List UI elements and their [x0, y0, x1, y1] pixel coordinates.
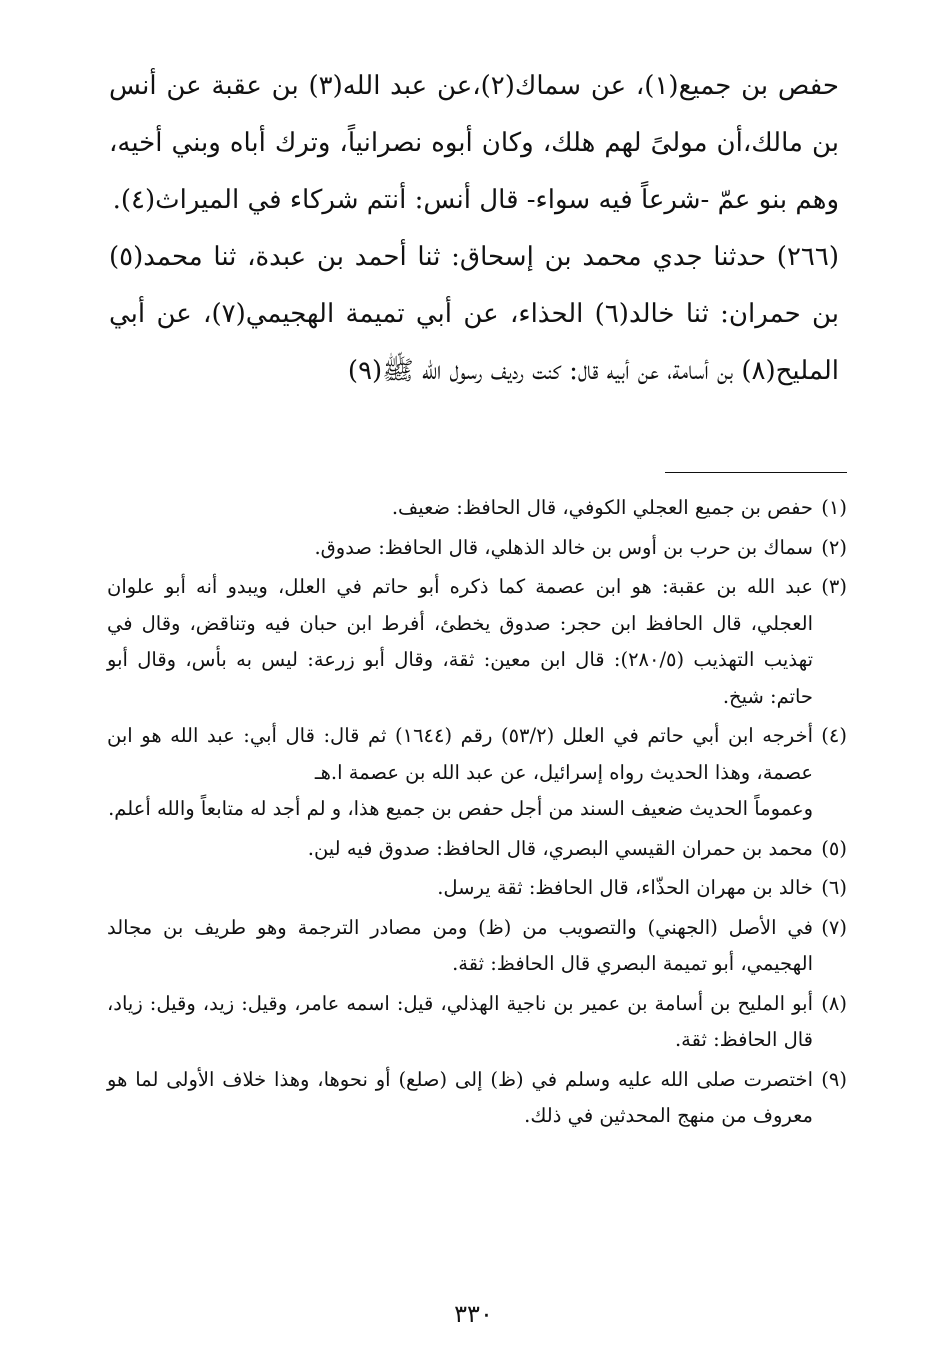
- footnote-1: [107, 490, 847, 527]
- hadith-text: حدثنا جدي محمد بن إسحاق: ثنا أحمد بن عبدة، ثنا محمد(٥) بن حمران: ثنا خالد(٦) الحذاء، عن أبي تميمة الهجيمي(٧)، عن أبي المليح(٨) بن أسامة، عن أبيه قال: كنت رديف رسول الله ﷺ(٩): [109, 242, 839, 386]
- footnote-text: سماك بن حرب بن أوس بن خالد الذهلي، قال الحافظ: صدوق.: [314, 535, 813, 559]
- footnote-text: في الأصل (الجهني) والتصويب من (ظ) ومن مصادر الترجمة وهو طريف بن مجالد الهجيمي، أبو تميمة البصري قال الحافظ: ثقة.: [107, 915, 813, 975]
- footnote-label: (٧): [821, 915, 847, 939]
- footnote-text: حفص بن جميع العجلي الكوفي، قال الحافظ: ضعيف.: [391, 496, 813, 519]
- footnote-label: (٨): [821, 991, 847, 1015]
- footnote-label: (٦): [821, 876, 847, 899]
- footnote-label: (٣): [821, 575, 847, 598]
- main-paragraph-2: [109, 229, 839, 400]
- footnote-separator: [665, 472, 847, 473]
- footnote-4: [107, 718, 847, 828]
- footnote-6: [107, 870, 847, 907]
- footnote-text: خالد بن مهران الحذّاء، قال الحافظ: ثقة يرسل.: [437, 876, 813, 899]
- footnote-text: أبو المليح بن أسامة بن عمير بن ناجية الهذلي، قيل: اسمه عامر، وقيل: زيد، وقيل: زياد، قال الحافظ: ثقة.: [107, 991, 813, 1051]
- footnote-text: عبد الله بن عقبة: هو ابن عصمة كما ذكره أبو حاتم في العلل، ويبدو أنه أبو علوان العجلي، قال الحافظ ابن حجر: صدوق يخطئ، أفرط ابن حبان فيه وتناقض، وقال في تهذيب التهذيب (٢٨٠/٥): قال ابن معين: ثقة، وقال أبو زرعة: ليس به بأس، وقال أبو حاتم: شيخ.: [107, 575, 813, 708]
- footnotes: [107, 490, 847, 1138]
- footnote-label: (٥): [821, 836, 847, 860]
- footnote-label: (٤): [821, 724, 847, 747]
- footnote-extra-text: وعموماً الحديث ضعيف السند من أجل حفص بن جميع هذا، و لم أجد له متابعاً والله أعلم.: [108, 797, 813, 820]
- footnote-9: [107, 1062, 847, 1135]
- footnote-label: (٢): [821, 535, 847, 559]
- footnote-text: أخرجه ابن أبي حاتم في العلل (٥٣/٢) رقم (١٦٤٤) ثم قال: قال أبي: عبد الله هو ابن عصمة، وهذا الحديث رواه إسرائيل، عن عبد الله بن عصمة ا.هـ: [107, 724, 813, 784]
- footnote-label: (١): [821, 496, 847, 519]
- footnote-label: (٩): [821, 1067, 847, 1091]
- footnote-7: [107, 910, 847, 983]
- footnote-5: [107, 831, 847, 868]
- footnote-8: [107, 986, 847, 1059]
- footnote-3: [107, 569, 847, 715]
- main-paragraph-1: حفص بن جميع(١)، عن سماك(٢)،عن عبد الله(٣) بن عقبة عن أنس بن مالك،أن مولىً لهم هلك، وكان أبوه نصرانياً، وترك أباه وبني أخيه، وهم بنو عمّ -شرعاً فيه سواء- قال أنس: أنتم شركاء في الميراث(٤).: [109, 71, 839, 215]
- footnote-2: [107, 530, 847, 567]
- hadith-number: (٢٦٦): [776, 242, 839, 272]
- footnote-text: اختصرت صلى الله عليه وسلم في (ظ) إلى (صلع) أو نحوها، وهذا خلاف الأولى لما هو معروف من منهج المحدثين في ذلك.: [107, 1067, 813, 1127]
- footnote-text: محمد بن حمران القيسي البصري، قال الحافظ: صدوق فيه لين.: [307, 836, 813, 860]
- page-number: ٣٣٠: [454, 1300, 493, 1328]
- main-text: [109, 58, 839, 400]
